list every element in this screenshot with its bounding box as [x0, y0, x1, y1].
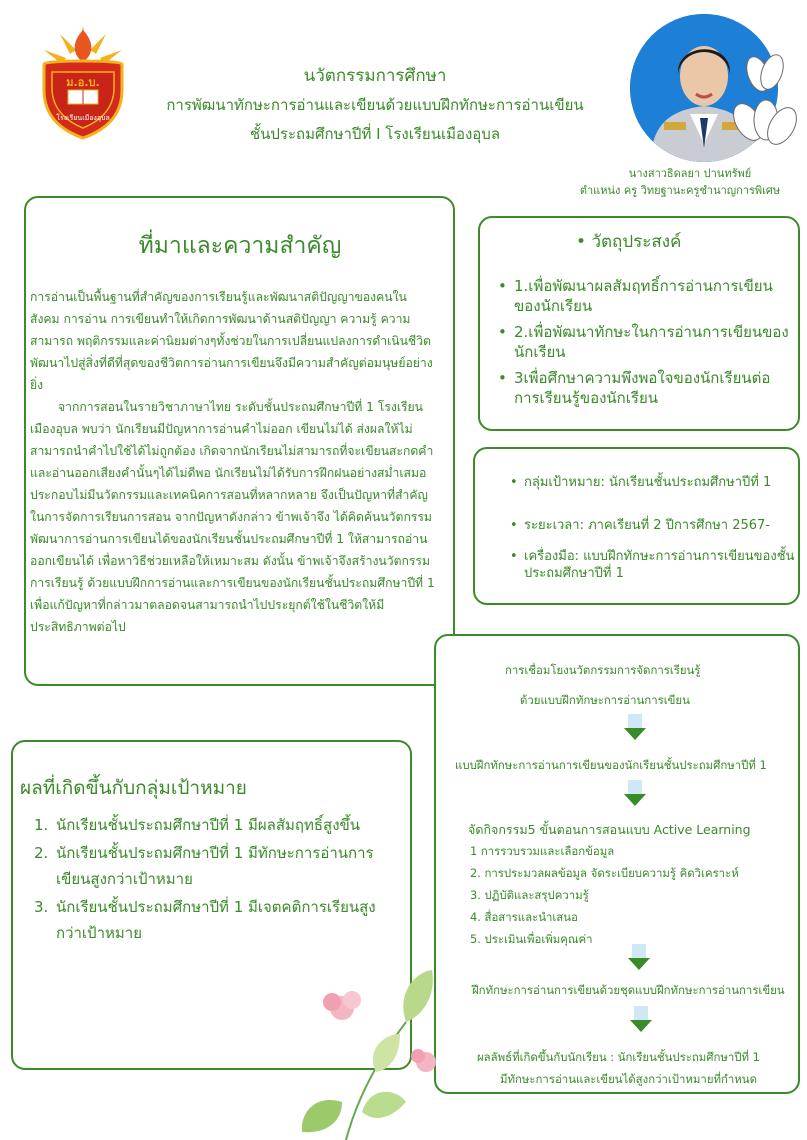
- logo-text: ม.อ.บ.: [66, 76, 100, 89]
- objective-item: • 3เพื่อศึกษาความพึงพอใจของนักเรียนต่อการเรียนรู้ของนักเรียน: [498, 368, 793, 408]
- flow-step-2-item: 2. การประมวลผลข้อมูล จัดระเบียบความรู้ คิดวิเคราะห์: [470, 866, 739, 880]
- flow-step-1: แบบฝึกทักษะการอ่านการเขียนของนักเรียนชั้นประถมศึกษาปีที่ 1: [455, 758, 767, 772]
- flow-subtitle: ด้วยแบบฝึกทักษะการอ่านการเขียน: [520, 693, 690, 707]
- info-target: • กลุ่มเป้าหมาย: นักเรียนชั้นประถมศึกษาปีที่ 1: [510, 474, 795, 491]
- objectives-list: [498, 276, 793, 414]
- flow-title: การเชื่อมโยงนวัตกรรมการจัดการเรียนรู้: [505, 663, 701, 677]
- flow-step-2-item: 1 การรวบรวมและเลือกข้อมูล: [470, 844, 615, 858]
- background-paragraph: จากการสอนในรายวิชาภาษาไทย ระดับชั้นประถมศึกษาปีที่ 1 โรงเรียนเมืองอุบล พบว่า นักเรียนมีปัญหาการอ่านคำไม่ออก เขียนไม่ได้ ส่งผลให้ไม่สามารถนำคำไปใช้ได้ไม่ถูกต้อง เกิดจากนักเรียนไม่สามารถที่จะเขียนสะกดคำและอ่านออกเสียงคำนั้นๆได้ไม่ดีพอ นักเรียนไม่ได้รับการฝึกฝนอย่างสม่ำเสมอประกอบไม่มีนวัตกรรมและเทคนิคการสอนที่หลากหลาย จึงเป็นปัญหาที่สำคัญในการจัดการเรียนการสอน จากปัญหาดังกล่าว ข้าพเจ้าจึง ได้คิดค้นนวัตกรรมพัฒนาการอ่านการเขียนได้ของนักเรียนชั้นประถมศึกษาปีที่ 1 ให้สามารถอ่านออกเขียนได้ เพื่อหาวิธีช่วยเหลือให้เหมาะสม ดังนั้น ข้าพเจ้าจึงสร้างนวัตกรรมการเรียนรู้ ด้วยแบบฝึกการอ่านและการเขียนของนักเรียนชั้นประถมศึกษาปีที่ 1 เพื่อแก้ปัญหาที่กล่าวมาตลอดจนสามารถนำไปประยุกต์ใช้ในชีวิตให้มีประสิทธิภาพต่อไป: [30, 400, 435, 634]
- flower-plant-decoration: [286, 962, 446, 1140]
- result-number: 1.: [34, 816, 49, 834]
- flow-result-line-1: ผลลัพธ์ที่เกิดขึ้นกับนักเรียน : นักเรียนชั้นประถมศึกษาปีที่ 1: [477, 1050, 760, 1064]
- background-body: [30, 286, 435, 638]
- background-heading: ที่มาและความสำคัญ: [138, 233, 342, 259]
- down-arrow-icon: [628, 944, 650, 970]
- down-arrow-icon: [630, 1006, 652, 1032]
- objective-item: • 2.เพื่อพัฒนาทักษะในการอ่านการเขียนของนักเรียน: [498, 322, 793, 362]
- page-subtitle: การพัฒนาทักษะการอ่านและเขียนด้วยแบบฝึกทักษะการอ่านเขียน: [166, 96, 584, 114]
- logo-school-text: โรงเรียนเมืองอุบล: [56, 114, 110, 122]
- result-item: [34, 812, 399, 838]
- result-number: 2.: [34, 844, 49, 862]
- flow-result-line-2: มีทักษะการอ่านและเขียนได้สูงกว่าเป้าหมายที่กำหนด: [500, 1072, 757, 1086]
- down-arrow-icon: [624, 780, 646, 806]
- result-text: นักเรียนชั้นประถมศึกษาปีที่ 1 มีเจตคติการเรียนสูงกว่าเป้าหมาย: [56, 898, 376, 942]
- result-number: 3.: [34, 898, 49, 916]
- flow-step-2-item: 5. ประเมินเพื่อเพิ่มคุณค่า: [470, 932, 593, 946]
- teacher-position: ตำแหน่ง ครู วิทยฐานะครูชำนาญการพิเศษ: [579, 184, 781, 197]
- logo-flame-rays: [44, 26, 122, 64]
- results-heading: ผลที่เกิดขึ้นกับกลุ่มเป้าหมาย: [20, 777, 247, 799]
- result-item: [34, 840, 399, 892]
- flow-step-2-title: จัดกิจกรรม5 ขั้นตอนการสอนแบบ Active Learning: [468, 822, 751, 837]
- teacher-name: นางสาวธิดลยา ปานทรัพย์: [628, 167, 752, 180]
- info-list: [510, 474, 795, 582]
- down-arrow-icon: [624, 714, 646, 740]
- flow-step-2-item: 3. ปฏิบัติและสรุปความรู้: [470, 888, 589, 902]
- grade-school-line: ชั้นประถมศึกษาปีที่ I โรงเรียนเมืองอุบล: [249, 125, 501, 143]
- objective-item: • 1.เพื่อพัฒนาผลสัมฤทธิ์การอ่านการเขียนของนักเรียน: [498, 276, 793, 316]
- objectives-heading: • วัตถุประสงค์: [576, 232, 682, 252]
- school-logo: [30, 20, 136, 144]
- flow-step-3: ฝึกทักษะการอ่านการเขียนด้วยชุดแบบฝึกทักษะการอ่านการเขียน: [472, 983, 785, 997]
- lotus-decoration: [708, 44, 798, 164]
- result-item: [34, 894, 399, 946]
- page-title: นวัตกรรมการศึกษา: [303, 66, 447, 86]
- result-text: นักเรียนชั้นประถมศึกษาปีที่ 1 มีทักษะการอ่านการเขียนสูงกว่าเป้าหมาย: [56, 844, 374, 888]
- info-tool: • เครื่องมือ: แบบฝึกทักษะการอ่านการเขียนของชั้นประถมศึกษาปีที่ 1: [510, 548, 795, 582]
- info-duration: • ระยะเวลา: ภาคเรียนที่ 2 ปีการศึกษา 2567-: [510, 517, 795, 534]
- results-list: [34, 812, 399, 948]
- background-paragraph: การอ่านเป็นพื้นฐานที่สำคัญของการเรียนรู้และพัฒนาสติปัญญาของคนในสังคม การอ่าน การเขียนทำให้เกิดการพัฒนาด้านสติปัญญา ความรู้ ความสามารถ พฤติกรรมและค่านิยมต่างๆทั้งช่วยในการเปลี่ยนแปลงการดำเนินชีวิตพัฒนาไปสู่สิ่งที่ดีที่สุดของชีวิตการอ่านการเขียนจึงมีความสำคัญต่อมนุษย์อย่างยิ่ง: [30, 290, 433, 392]
- flow-step-2-item: 4. สื่อสารและนำเสนอ: [470, 910, 578, 924]
- objectives-heading-text: วัตถุประสงค์: [591, 232, 682, 252]
- result-text: นักเรียนชั้นประถมศึกษาปีที่ 1 มีผลสัมฤทธิ์สูงขึ้น: [56, 816, 361, 834]
